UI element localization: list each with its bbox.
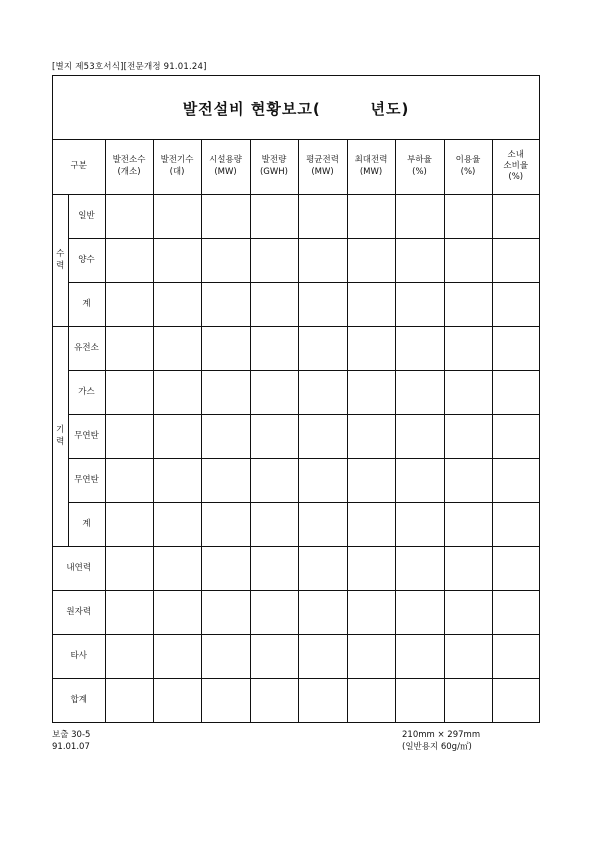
input-cell[interactable] — [201, 547, 250, 591]
input-cell[interactable] — [492, 327, 539, 371]
input-cell[interactable] — [201, 239, 250, 283]
input-cell[interactable] — [153, 371, 201, 415]
input-cell[interactable] — [347, 371, 395, 415]
input-cell[interactable] — [105, 371, 153, 415]
input-cell[interactable] — [444, 503, 492, 547]
row-label: 타사 — [53, 635, 105, 679]
table-row — [53, 591, 539, 635]
column-header-generators: 발전기수 (대) — [153, 139, 201, 195]
input-cell[interactable] — [153, 459, 201, 503]
input-cell[interactable] — [250, 503, 298, 547]
table-row — [53, 239, 539, 283]
input-cell[interactable] — [492, 591, 539, 635]
input-cell[interactable] — [105, 591, 153, 635]
column-header-generation: 발전량 (GWH) — [250, 139, 298, 195]
input-cell[interactable] — [153, 239, 201, 283]
row-label: 유전소 — [68, 327, 105, 371]
input-cell[interactable] — [153, 679, 201, 723]
input-cell[interactable] — [444, 679, 492, 723]
input-cell[interactable] — [444, 547, 492, 591]
row-label: 계 — [68, 283, 105, 327]
input-cell[interactable] — [105, 459, 153, 503]
input-cell[interactable] — [298, 591, 347, 635]
input-cell[interactable] — [298, 635, 347, 679]
input-cell[interactable] — [201, 591, 250, 635]
input-cell[interactable] — [395, 195, 444, 239]
input-cell[interactable] — [250, 371, 298, 415]
input-cell[interactable] — [347, 283, 395, 327]
input-cell[interactable] — [395, 459, 444, 503]
row-label: 무연탄 — [68, 415, 105, 459]
column-header-plants: 발전소수 (개소) — [105, 139, 153, 195]
row-label: 일반 — [68, 195, 105, 239]
input-cell[interactable] — [347, 239, 395, 283]
column-header-station-consumption: 소내 소비율 (%) — [492, 139, 539, 195]
input-cell[interactable] — [250, 591, 298, 635]
input-cell[interactable] — [444, 459, 492, 503]
input-cell[interactable] — [250, 459, 298, 503]
input-cell[interactable] — [395, 371, 444, 415]
row-label: 가스 — [68, 371, 105, 415]
input-cell[interactable] — [250, 283, 298, 327]
input-cell[interactable] — [298, 195, 347, 239]
input-cell[interactable] — [105, 635, 153, 679]
input-cell[interactable] — [395, 547, 444, 591]
input-cell[interactable] — [298, 283, 347, 327]
group-label-hydro: 수 력 — [53, 195, 68, 327]
column-header-utilization: 이용율 (%) — [444, 139, 492, 195]
input-cell[interactable] — [250, 415, 298, 459]
input-cell[interactable] — [395, 415, 444, 459]
input-cell[interactable] — [250, 195, 298, 239]
input-cell[interactable] — [395, 503, 444, 547]
input-cell[interactable] — [201, 679, 250, 723]
footer-code-line: 보출 30-5 — [52, 730, 91, 740]
input-cell[interactable] — [153, 327, 201, 371]
input-cell[interactable] — [298, 459, 347, 503]
table-row — [53, 503, 539, 547]
column-header-capacity: 시설용량 (MW) — [201, 139, 250, 195]
input-cell[interactable] — [153, 547, 201, 591]
input-cell[interactable] — [347, 195, 395, 239]
input-cell[interactable] — [105, 547, 153, 591]
column-header-load-factor: 부하율 (%) — [395, 139, 444, 195]
group-label-thermal: 기 력 — [53, 327, 68, 547]
input-cell[interactable] — [105, 679, 153, 723]
input-cell[interactable] — [201, 371, 250, 415]
input-cell[interactable] — [444, 327, 492, 371]
footer-date-line: 91.01.07 — [52, 741, 90, 752]
table-row — [53, 283, 539, 327]
footer-form-code — [52, 730, 90, 754]
input-cell[interactable] — [105, 195, 153, 239]
input-cell[interactable] — [298, 239, 347, 283]
table-row — [53, 635, 539, 679]
input-cell[interactable] — [395, 679, 444, 723]
header-row — [53, 139, 539, 195]
input-cell[interactable] — [347, 635, 395, 679]
input-cell[interactable] — [153, 283, 201, 327]
table-row — [53, 547, 539, 591]
input-cell[interactable] — [347, 415, 395, 459]
input-cell[interactable] — [250, 679, 298, 723]
input-cell[interactable] — [153, 591, 201, 635]
row-label: 합계 — [53, 679, 105, 723]
input-cell[interactable] — [105, 503, 153, 547]
input-cell[interactable] — [105, 327, 153, 371]
input-cell[interactable] — [444, 591, 492, 635]
input-cell[interactable] — [298, 327, 347, 371]
table-row — [53, 371, 539, 415]
column-header-average-power: 평균전력 (MW) — [298, 139, 347, 195]
input-cell[interactable] — [444, 239, 492, 283]
input-cell[interactable] — [444, 415, 492, 459]
category-header: 구분 — [53, 139, 105, 195]
input-cell[interactable] — [444, 195, 492, 239]
input-cell[interactable] — [201, 195, 250, 239]
input-cell[interactable] — [298, 547, 347, 591]
input-cell[interactable] — [492, 459, 539, 503]
input-cell[interactable] — [153, 635, 201, 679]
table-row — [53, 459, 539, 503]
input-cell[interactable] — [395, 635, 444, 679]
table-row — [53, 195, 539, 239]
input-cell[interactable] — [492, 195, 539, 239]
input-cell[interactable] — [201, 459, 250, 503]
input-cell[interactable] — [347, 503, 395, 547]
input-cell[interactable] — [492, 503, 539, 547]
input-cell[interactable] — [444, 283, 492, 327]
input-cell[interactable] — [298, 679, 347, 723]
row-label: 내연력 — [53, 547, 105, 591]
column-header-peak-power: 최대전력 (MW) — [347, 139, 395, 195]
form-number-label: [별지 제53호서식][전문개정 91.01.24] — [52, 62, 207, 72]
input-cell[interactable] — [395, 239, 444, 283]
input-cell[interactable] — [347, 679, 395, 723]
input-cell[interactable] — [347, 459, 395, 503]
report-form — [52, 75, 540, 723]
input-cell[interactable] — [153, 503, 201, 547]
input-cell[interactable] — [201, 327, 250, 371]
input-cell[interactable] — [347, 547, 395, 591]
input-cell[interactable] — [395, 283, 444, 327]
input-cell[interactable] — [492, 371, 539, 415]
form-title: 발전설비 현황보고( 년도) — [182, 100, 410, 118]
input-cell[interactable] — [492, 679, 539, 723]
input-cell[interactable] — [250, 239, 298, 283]
input-cell[interactable] — [153, 415, 201, 459]
footer-size-line: 210mm × 297mm — [402, 730, 481, 740]
input-cell[interactable] — [201, 415, 250, 459]
title-row — [53, 76, 539, 140]
input-cell[interactable] — [492, 239, 539, 283]
row-label: 원자력 — [53, 591, 105, 635]
input-cell[interactable] — [250, 327, 298, 371]
input-cell[interactable] — [201, 283, 250, 327]
row-label: 계 — [68, 503, 105, 547]
input-cell[interactable] — [105, 415, 153, 459]
input-cell[interactable] — [298, 503, 347, 547]
input-cell[interactable] — [395, 591, 444, 635]
input-cell[interactable] — [492, 415, 539, 459]
input-cell[interactable] — [250, 635, 298, 679]
input-cell[interactable] — [492, 635, 539, 679]
table-row — [53, 679, 539, 723]
input-cell[interactable] — [105, 283, 153, 327]
footer-paper-line: (일반용지 60g/㎡) — [402, 741, 472, 752]
input-cell[interactable] — [153, 195, 201, 239]
input-cell[interactable] — [492, 547, 539, 591]
input-cell[interactable] — [298, 415, 347, 459]
input-cell[interactable] — [444, 371, 492, 415]
input-cell[interactable] — [201, 635, 250, 679]
row-label: 양수 — [68, 239, 105, 283]
table-row — [53, 327, 539, 371]
input-cell[interactable] — [250, 547, 298, 591]
input-cell[interactable] — [492, 283, 539, 327]
input-cell[interactable] — [395, 327, 444, 371]
input-cell[interactable] — [444, 635, 492, 679]
row-label: 무연탄 — [68, 459, 105, 503]
input-cell[interactable] — [347, 327, 395, 371]
input-cell[interactable] — [347, 591, 395, 635]
facility-table — [53, 139, 539, 722]
footer-paper-spec — [402, 730, 480, 754]
input-cell[interactable] — [105, 239, 153, 283]
input-cell[interactable] — [298, 371, 347, 415]
input-cell[interactable] — [201, 503, 250, 547]
table-row — [53, 415, 539, 459]
